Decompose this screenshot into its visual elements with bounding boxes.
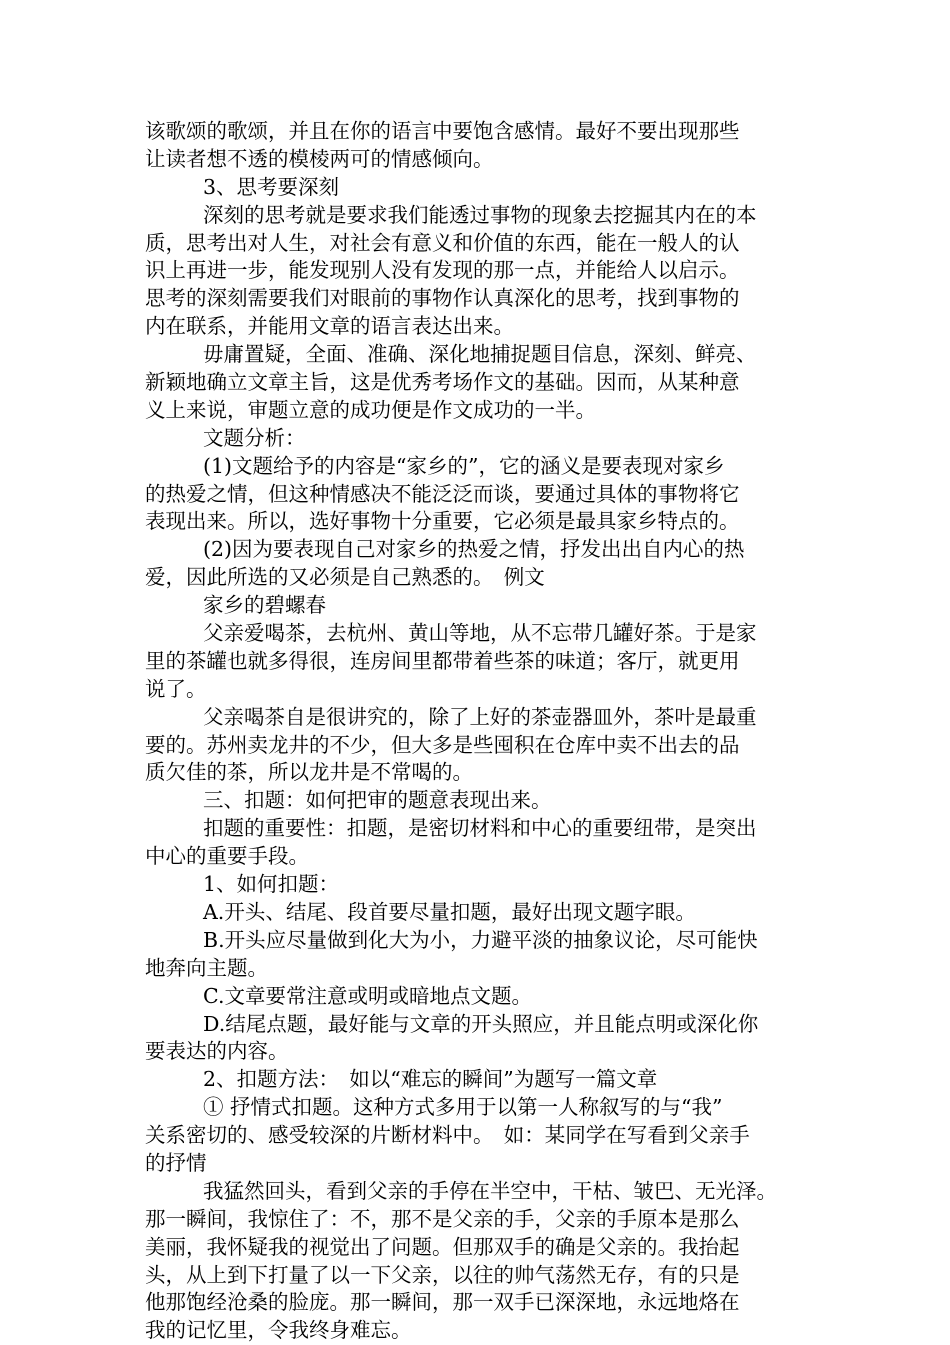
text-line: 说了。 xyxy=(145,676,207,701)
text-line: 地奔向主题。 xyxy=(145,955,268,980)
text-line: 新颖地确立文章主旨，这是优秀考场作文的基础。因而，从某种意 xyxy=(145,370,740,395)
text-line: 识上再进一步，能发现别人没有发现的那一点，并能给人以启示。 xyxy=(145,258,740,283)
text-line: 深刻的思考就是要求我们能透过事物的现象去挖掘其内在的本 xyxy=(203,202,757,227)
text-line: 父亲喝茶自是很讲究的，除了上好的茶壶器皿外，茶叶是最重 xyxy=(203,704,757,729)
text-line: (2)因为要表现自己对家乡的热爱之情，抒发出出自内心的热 xyxy=(203,537,745,562)
text-line: (1)文题给予的内容是“家乡的”，它的涵义是要表现对家乡 xyxy=(203,453,725,478)
text-line: 毋庸置疑，全面、准确、深化地捕捉题目信息，深刻、鲜亮、 xyxy=(203,342,757,367)
text-line: 的抒情 xyxy=(145,1150,207,1175)
text-line: 要的。苏州卖龙井的不少，但大多是些囤积在仓库中卖不出去的品 xyxy=(145,732,740,757)
text-line: B.开头应尽量做到化大为小，力避平淡的抽象议论，尽可能快 xyxy=(203,927,758,952)
text-line: 质，思考出对人生，对社会有意义和价值的东西，能在一般人的认 xyxy=(145,230,740,255)
text-line: 文题分析： xyxy=(203,425,306,450)
text-line: 3、思考要深刻 xyxy=(203,174,340,199)
text-line: 的热爱之情，但这种情感决不能泛泛而谈，要通过具体的事物将它 xyxy=(145,481,740,506)
text-line: 他那饱经沧桑的脸庞。那一瞬间，那一双手已深深地，永远地烙在 xyxy=(145,1290,740,1315)
text-line: C.文章要常注意或明或暗地点文题。 xyxy=(203,983,532,1008)
text-line: 义上来说，审题立意的成功便是作文成功的一半。 xyxy=(145,397,596,422)
text-line: 家乡的碧螺春 xyxy=(203,593,326,618)
text-line: 表现出来。所以，选好事物十分重要，它必须是最具家乡特点的。 xyxy=(145,509,740,534)
text-line: 1、如何扣题： xyxy=(203,872,340,897)
text-line: ① 抒情式扣题。这种方式多用于以第一人称叙写的与“我” xyxy=(203,1095,723,1120)
text-line: 让读者想不透的模棱两可的情感倾向。 xyxy=(145,146,494,171)
text-line: 该歌颂的歌颂，并且在你的语言中要饱含感情。最好不要出现那些 xyxy=(145,119,740,143)
text-line: 内在联系，并能用文章的语言表达出来。 xyxy=(145,314,514,339)
text-line: 我猛然回头，看到父亲的手停在半空中，干枯、皱巴、无光泽。 xyxy=(203,1178,777,1203)
text-line: 要表达的内容。 xyxy=(145,1039,289,1064)
text-line: 里的茶罐也就多得很，连房间里都带着些茶的味道；客厅，就更用 xyxy=(145,648,740,673)
text-line: 我的记忆里，令我终身难忘。 xyxy=(145,1318,412,1343)
text-line: 关系密切的、感受较深的片断材料中。 如：某同学在写看到父亲手 xyxy=(145,1123,750,1148)
text-line: D.结尾点题，最好能与文章的开头照应，并且能点明或深化你 xyxy=(203,1011,759,1036)
text-line: 扣题的重要性：扣题，是密切材料和中心的重要纽带，是突出 xyxy=(203,816,757,841)
text-line: 头，从上到下打量了以一下父亲，以往的帅气荡然无存，有的只是 xyxy=(145,1262,740,1287)
text-line: A.开头、结尾、段首要尽量扣题，最好出现文题字眼。 xyxy=(203,899,696,924)
document-body xyxy=(145,118,810,1345)
text-line: 那一瞬间，我惊住了：不，那不是父亲的手，父亲的手原本是那么 xyxy=(145,1206,740,1231)
text-line: 中心的重要手段。 xyxy=(145,844,309,869)
text-line: 父亲爱喝茶，去杭州、黄山等地，从不忘带几罐好茶。于是家 xyxy=(203,621,757,646)
text-line: 质欠佳的茶，所以龙井是不常喝的。 xyxy=(145,760,473,785)
text-line: 美丽，我怀疑我的视觉出了问题。但那双手的确是父亲的。我抬起 xyxy=(145,1234,740,1259)
text-line: 2、扣题方法： 如以“难忘的瞬间”为题写一篇文章 xyxy=(203,1067,658,1092)
text-line: 爱，因此所选的又必须是自己熟悉的。 例文 xyxy=(145,565,545,590)
text-line: 三、扣题：如何把审的题意表现出来。 xyxy=(203,788,552,813)
text-line: 思考的深刻需要我们对眼前的事物作认真深化的思考，找到事物的 xyxy=(145,286,740,311)
